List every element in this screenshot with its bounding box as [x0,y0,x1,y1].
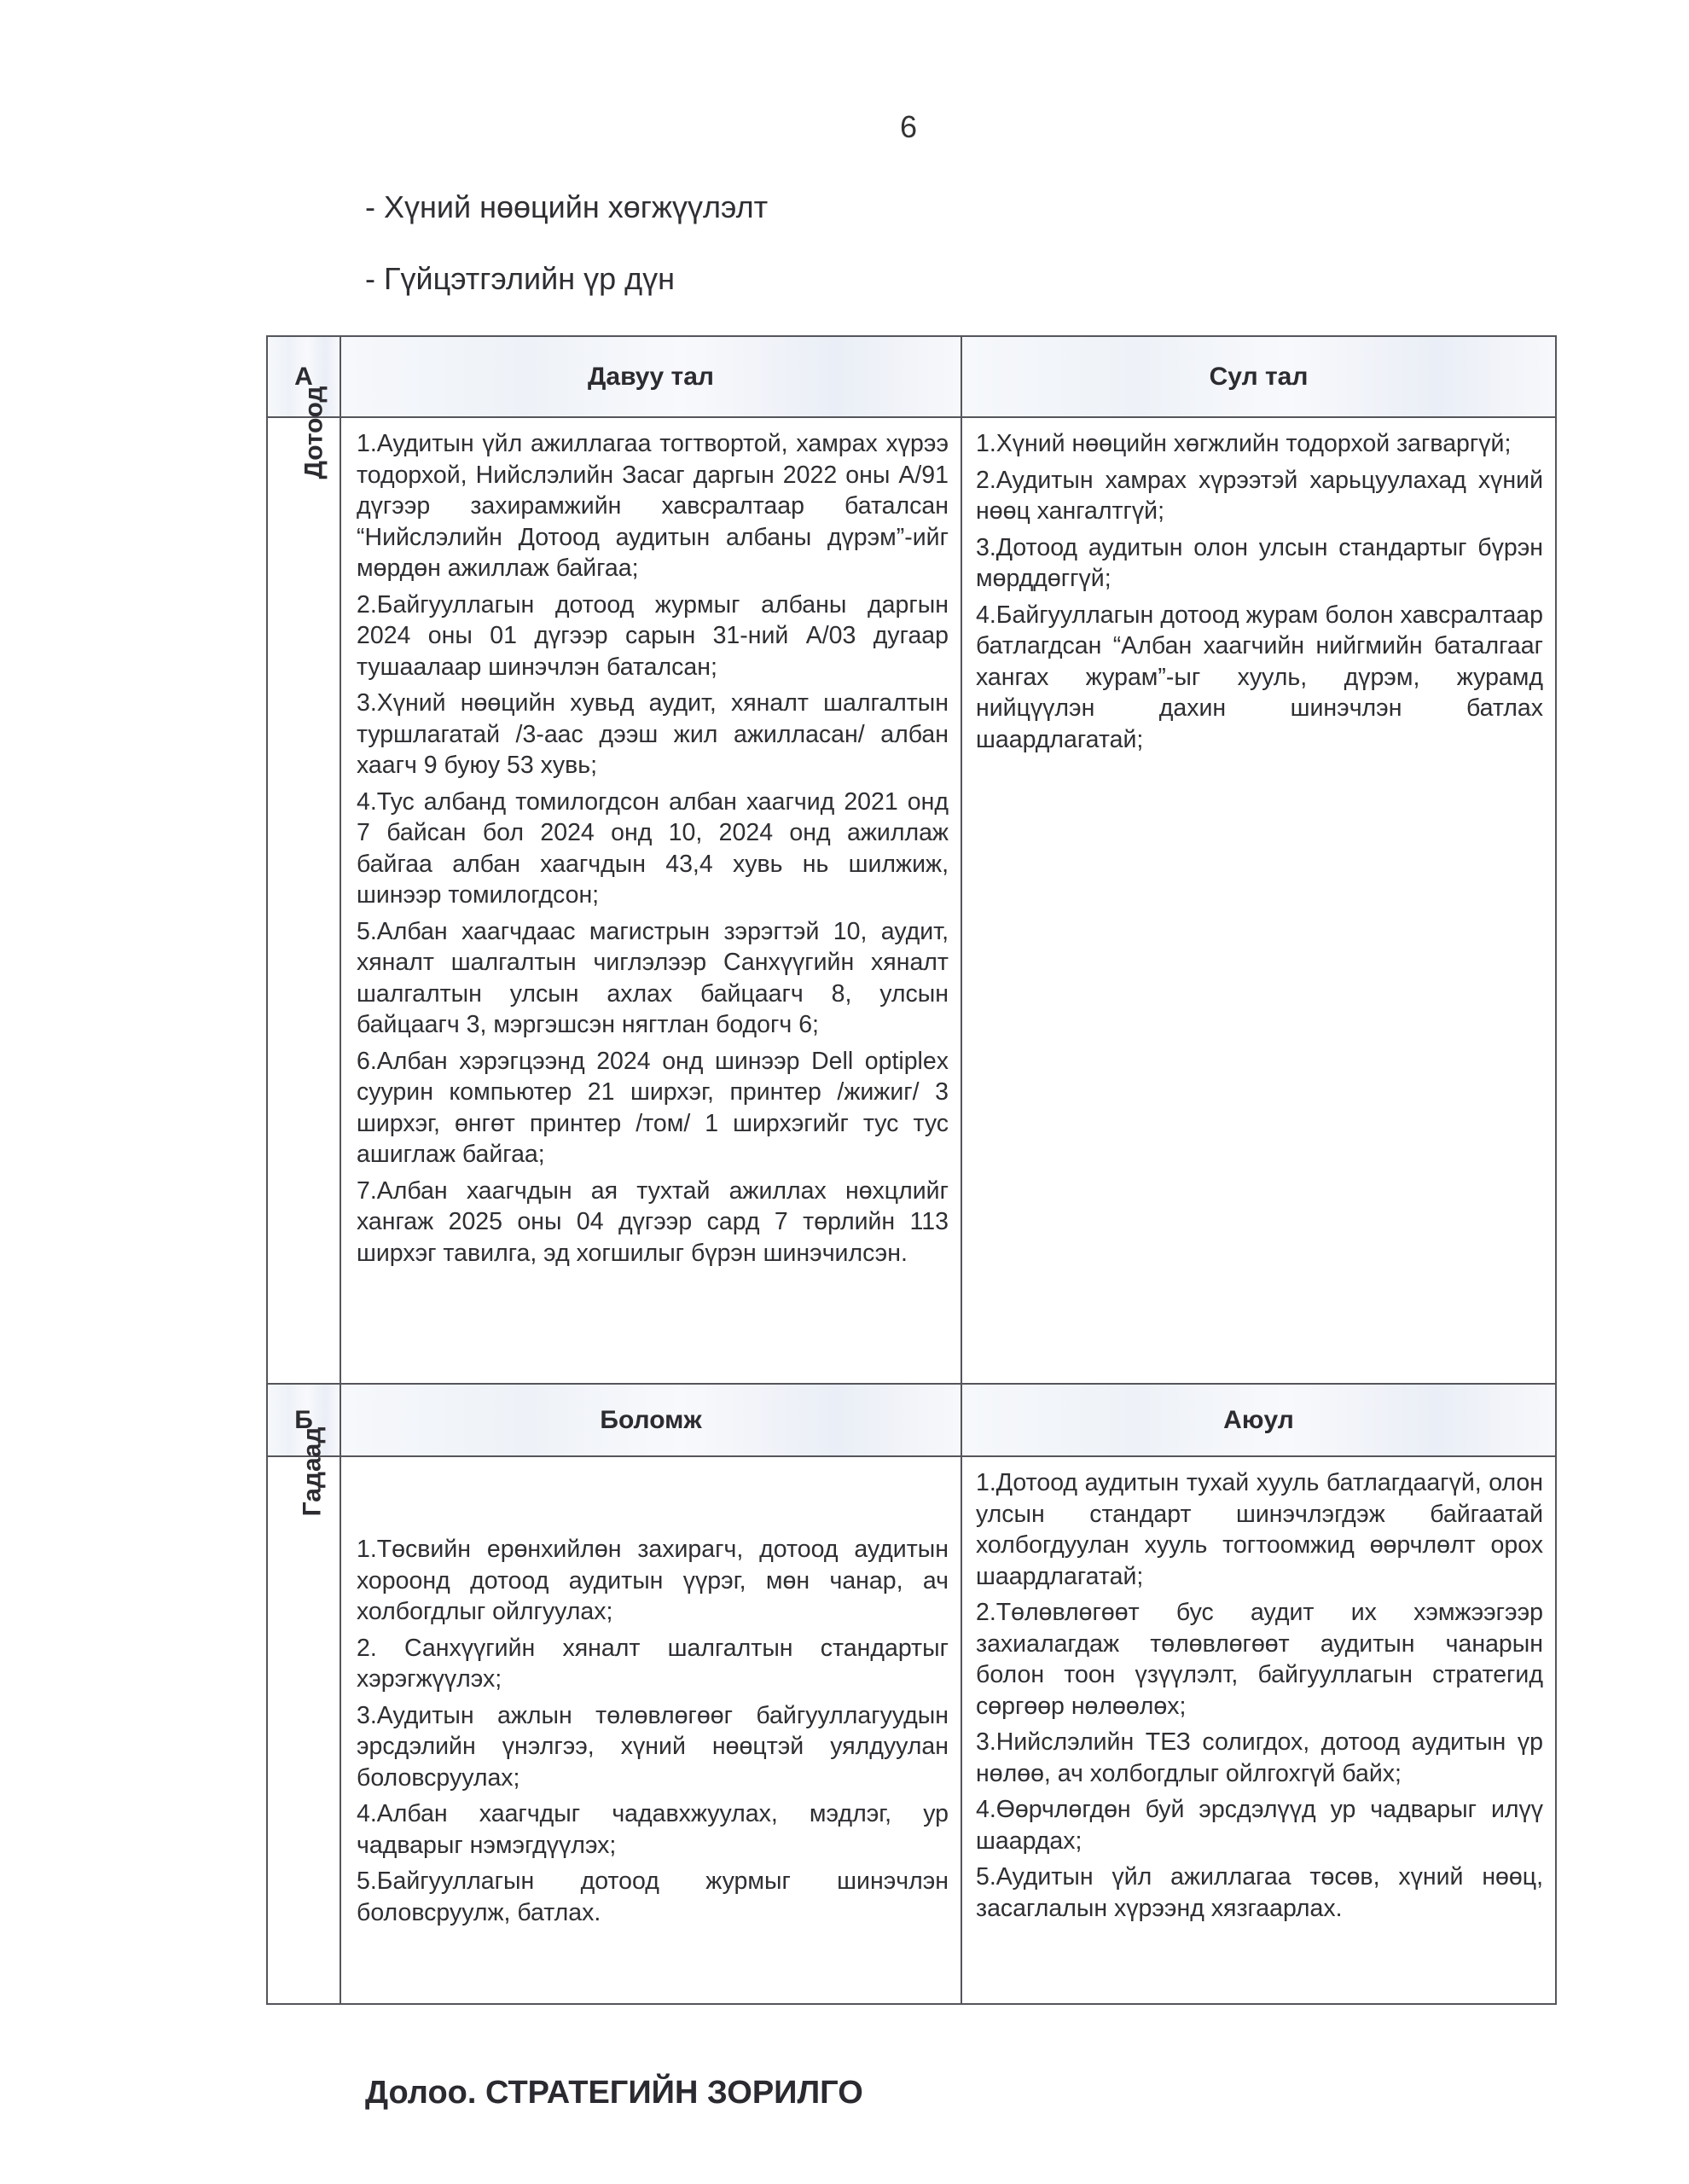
strength-item: 4.Тус албанд томилогдсон албан хаагчид 2021 онд 7 байсан бол 2024 онд 10, 2024 онд ажиллаж байгаа албан хаагчдын 43,4 хувь нь шилжиж, шинээр томилогдсон; [357,787,949,909]
threats-header: Аюул [961,1384,1556,1456]
threats-list [962,1457,1555,1936]
swot-internal-row [267,417,1556,1384]
section-heading: Долоо. СТРАТЕГИЙН ЗОРИЛГО [365,2075,863,2111]
weakness-item: 2.Аудитын хамрах хүрээтэй харьцуулахад хүний нөөц хангалтгүй; [976,466,1543,525]
strengths-list [341,418,961,1281]
threat-item: 5.Аудитын үйл ажиллагаа төсөв, хүний нөөц, засаглалын хүрээнд хязгаарлах. [976,1863,1543,1922]
opportunities-header: Боломж [340,1384,961,1456]
strength-item: 2.Байгууллагын дотоод журмыг албаны даргын 2024 оны 01 дүгээр сарын 31-ний А/03 дугаар тушаалаар шинэчлэн баталсан; [357,590,949,681]
threats-cell [961,1456,1556,2004]
section-a-label: А [267,336,340,417]
swot-header-row-a [267,336,1556,417]
opportunities-cell [340,1456,961,2004]
weaknesses-list [962,418,1555,767]
strength-item: 5.Албан хаагчдаас магистрын зэрэгтэй 10, аудит, хяналт шалгалтын чиглэлээр Санхүүгийн хяналт шалгалтын улсын ахлах байцаагч 8, улсын байцаагч 3, мэргэшсэн нягтлан бодогч 6; [357,917,949,1038]
weakness-item: 3.Дотоод аудитын олон улсын стандартыг бүрэн мөрддөггүй; [976,533,1543,592]
opportunity-item: 2. Санхүүгийн хяналт шалгалтын стандартыг хэрэгжүүлэх; [357,1634,949,1693]
strength-item: 7.Албан хаагчдын ая тухтай ажиллах нөхцлийг хангаж 2025 оны 04 дүгээр сард 7 төрлийн 113 ширхэг тавилга, эд хогшилыг бүрэн шинэчилсэн. [357,1176,949,1267]
opportunity-item: 5.Байгууллагын дотоод журмыг шинэчлэн боловсруулж, батлах. [357,1867,949,1926]
opportunity-item: 1.Төсвийн ерөнхийлөн захирагч, дотоод аудитын хороонд дотоод аудитын үүрэг, мөн чанар, ач холбогдлыг ойлгуулах; [357,1536,949,1625]
threat-item: 3.Нийслэлийн ТЕЗ солигдох, дотоод аудитын үр нөлөө, ач холбогдлыг ойлгохгүй байх; [976,1728,1543,1787]
strength-item: 1.Аудитын үйл ажиллагаа тогтвортой, хамрах хүрээ тодорхой, Нийслэлийн Засаг даргын 2022 оны А/91 дүгээр захирамжийн хавсралтаар баталсан “Нийслэлийн Дотоод аудитын албаны дүрэм”-ийг мөрдөн ажиллаж байгаа; [357,430,949,582]
bullet-performance-results: - Гүйцэтгэлийн үр дүн [365,261,676,296]
external-side-label: Гадаад [298,1426,327,1517]
threat-item: 2.Төлөвлөгөөт бус аудит их хэмжээгээр захиалагдаж төлөвлөгөөт аудитын чанарын болон тоон үзүүлэлт, байгууллагын стратегид сөргөөр нөлөөлөх; [976,1599,1543,1720]
internal-side-cell [267,386,340,1384]
weaknesses-header: Сул тал [961,336,1556,417]
swot-table [266,335,1557,2005]
opportunity-item: 3.Аудитын ажлын төлөвлөгөөг байгууллагуудын эрсдэлийн үнэлгээ, хүний нөөцтэй уялдуулан боловсруулах; [357,1701,949,1792]
threat-item: 1.Дотоод аудитын тухай хууль батлагдаагүй, олон улсын стандарт шинэчлэгдэж байгаатай холбогдуулан хууль тогтоомжид өөрчлөлт орох шаардлагатай; [976,1469,1543,1590]
page-number: 6 [900,109,918,144]
threat-item: 4.Өөрчлөгдөн буй эрсдэлүүд ур чадварыг илүү шаардах; [976,1796,1543,1855]
internal-side-label: Дотоод [299,386,328,479]
weaknesses-cell [961,417,1556,1384]
strength-item: 6.Албан хэрэгцээнд 2024 онд шинээр Dell optiplex суурин компьютер 21 ширхэг, принтер /жижиг/ 3 ширхэг, өнгөт принтер /том/ 1 ширхэгийг тус тус ашиглаж байгаа; [357,1047,949,1168]
external-side-cell [267,1426,340,2004]
bullet-hr-development: - Хүний нөөцийн хөгжүүлэлт [365,189,769,224]
weakness-item: 4.Байгууллагын дотоод журам болон хавсралтаар батлагдсан “Албан хаагчийн нийгмийн баталгааг хангах журам”-ыг хууль, дүрэм, журамд нийцүүлэн дахин шинэчлэн батлах шаардлагатай; [976,601,1543,753]
opportunity-item: 4.Албан хаагчдыг чадавхжуулах, мэдлэг, ур чадварыг нэмэгдүүлэх; [357,1800,949,1859]
weakness-item: 1.Хүний нөөцийн хөгжлийн тодорхой загваргүй; [976,430,1512,457]
section-b-label: Б [267,1384,340,1456]
strengths-header: Давуу тал [340,336,961,417]
swot-external-row [267,1456,1556,2004]
strength-item: 3.Хүний нөөцийн хувьд аудит, хяналт шалгалтын туршлагатай /3-аас дээш жил ажилласан/ албан хаагч 9 буюу 53 хувь; [357,689,949,779]
opportunities-list [341,1457,961,1940]
swot-header-row-b [267,1384,1556,1456]
strengths-cell [340,417,961,1384]
